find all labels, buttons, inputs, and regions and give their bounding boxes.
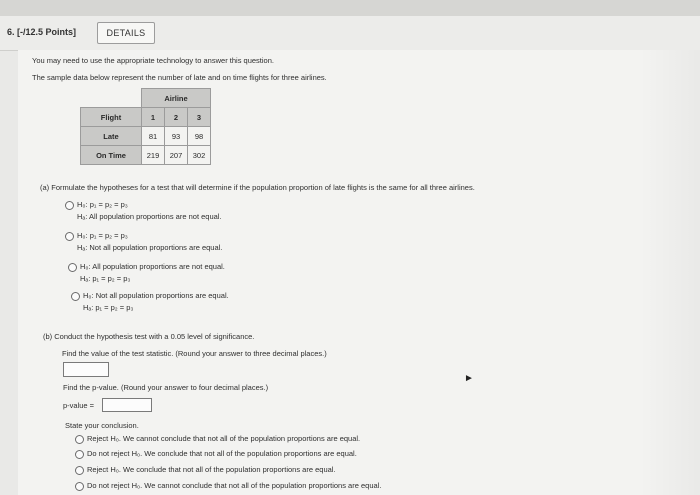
hypothesis-option-4-radio[interactable]: [71, 292, 80, 301]
cursor-arrow-icon: ►: [464, 373, 474, 384]
table-cell: 302: [188, 146, 211, 165]
conclusion-option-1-label: Reject H₀. We cannot conclude that not all of the population proportions are equal.: [87, 434, 361, 443]
conclusion-label: State your conclusion.: [65, 421, 139, 430]
hypothesis-option-2-ha: Hₐ: Not all population proportions are equal.: [77, 243, 223, 252]
details-button[interactable]: DETAILS: [97, 22, 155, 44]
hypothesis-option-3-h0: H₀: All population proportions are not equal.: [80, 262, 225, 271]
intro-text: The sample data below represent the number of late and on time flights for three airlines.: [32, 73, 327, 82]
hypothesis-option-1-ha: Hₐ: All population proportions are not equal.: [77, 212, 222, 221]
airline-col-1: 1: [142, 108, 165, 127]
test-statistic-input[interactable]: [63, 362, 109, 377]
test-statistic-prompt: Find the value of the test statistic. (Round your answer to three decimal places.): [62, 349, 327, 358]
hypothesis-option-4-ha: Hₐ: p₁ = p₂ = p₃: [83, 303, 134, 312]
hypothesis-option-4-h0: H₀: Not all population proportions are equal.: [83, 291, 229, 300]
hypothesis-option-2-h0: H₀: p₁ = p₂ = p₃: [77, 231, 128, 240]
table-cell: 93: [165, 127, 188, 146]
part-a-question: (a) Formulate the hypotheses for a test that will determine if the population proportion of late flights is the same for all three airlines.: [40, 183, 475, 192]
table-row: [81, 146, 211, 165]
question-number: 6. [-/12.5 Points]: [7, 27, 77, 37]
hypothesis-option-1-radio[interactable]: [65, 201, 74, 210]
hypothesis-option-3-ha: Hₐ: p₁ = p₂ = p₃: [80, 274, 131, 283]
table-cell: 207: [165, 146, 188, 165]
technology-note: You may need to use the appropriate technology to answer this question.: [32, 56, 274, 65]
conclusion-option-2-radio[interactable]: [75, 450, 84, 459]
question-body: [18, 50, 700, 495]
p-value-label: p-value =: [63, 401, 95, 410]
table-row: [81, 127, 211, 146]
question-header: [0, 16, 700, 51]
airline-col-3: 3: [188, 108, 211, 127]
hypothesis-option-2-radio[interactable]: [65, 232, 74, 241]
conclusion-option-3-radio[interactable]: [75, 466, 84, 475]
page-shadow: [640, 50, 700, 495]
hypothesis-option-1-h0: H₀: p₁ = p₂ = p₃: [77, 200, 128, 209]
conclusion-option-2-label: Do not reject H₀. We conclude that not all of the population proportions are equal.: [87, 449, 357, 458]
conclusion-option-3-label: Reject H₀. We conclude that not all of the population proportions are equal.: [87, 465, 336, 474]
conclusion-option-4-label: Do not reject H₀. We cannot conclude that not all of the population proportions are equal.: [87, 481, 382, 490]
table-cell: 98: [188, 127, 211, 146]
p-value-input[interactable]: [102, 398, 152, 412]
part-b-question: (b) Conduct the hypothesis test with a 0.05 level of significance.: [43, 332, 255, 341]
hypothesis-option-3-radio[interactable]: [68, 263, 77, 272]
row-label-late: Late: [81, 127, 142, 146]
airline-col-2: 2: [165, 108, 188, 127]
p-value-prompt: Find the p-value. (Round your answer to four decimal places.): [63, 383, 269, 392]
airline-header: Airline: [142, 89, 211, 108]
flight-data-table: [80, 88, 211, 165]
conclusion-option-1-radio[interactable]: [75, 435, 84, 444]
flight-header: Flight: [81, 108, 142, 127]
table-cell: 219: [142, 146, 165, 165]
table-cell: 81: [142, 127, 165, 146]
top-strip: [0, 0, 700, 16]
row-label-on-time: On Time: [81, 146, 142, 165]
conclusion-option-4-radio[interactable]: [75, 482, 84, 491]
